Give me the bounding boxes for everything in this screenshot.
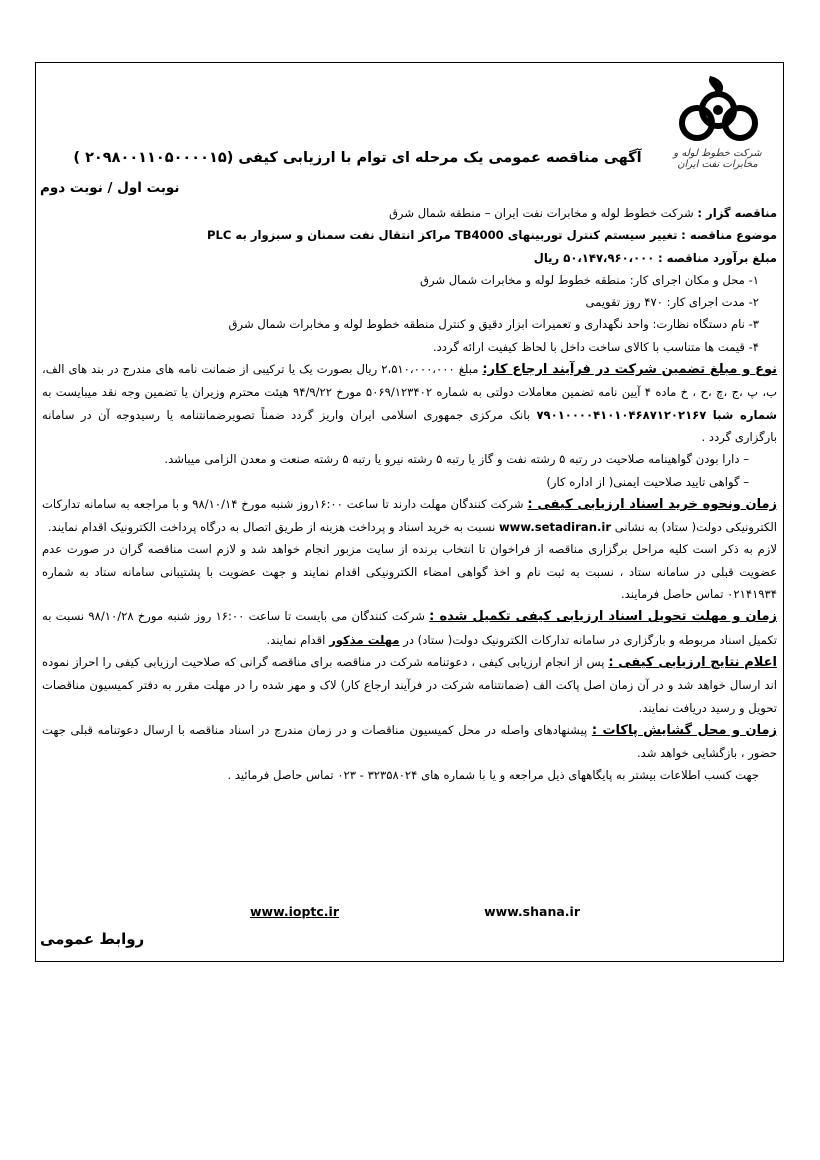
flame-logo-icon bbox=[660, 68, 775, 148]
setad-link[interactable]: www.setadiran.ir bbox=[498, 520, 612, 535]
item-1: ۱- محل و مکان اجرای کار: منطقه خطوط لوله و مخابرات شمال شرق bbox=[419, 272, 759, 287]
membership-note: لازم به ذکر است کلیه مراحل برگزاری مناقصه از فراخوان تا انتخاب برنده از سایت مزبور انجام خواهد شد و لازم است مناقصه گران در صورت عدم عضویت قبلی در سامانه ستاد ، نسبت به ثبت نام و اخذ گواهی امضاء الکترونیکی اقدام نمایند و جهت عضویت با پشتیبانی سامانه ستاد به شماره ۰۲۱۴۱۹۳۴ تماس حاصل فرمایند. bbox=[42, 542, 777, 602]
guarantee-paragraph: نوع و مبلغ تضمین شرکت در فرآیند ارجاع کار: مبلغ ۲،۵۱۰،۰۰۰،۰۰۰ ریال بصورت یک یا ترکیبی از ضمانت نامه های مندرج در بند های الف، ب، پ ،ج ،چ ،ح ، خ ماده ۴ آیین نامه تضمین معاملات دولتی به شماره ۵۰۶۹/۱۲۳۴۰۲ مورخ ۹۴/۹/۲۲ هیئت محترم وزیران یا تضمین وجه نقد میبایست به شماره شبا ۷۹۰۱۰۰۰۰۴۱۰۱۰۴۶۸۷۱۲۰۲۱۶۷ بانک مرکزی جمهوری اسلامی ایران واریز گردد ضمناً تصویرضمانتنامه یا رسیدوجه آن در سامانه بارگزاری گردد . bbox=[42, 362, 778, 444]
shana-link[interactable]: www.shana.ir bbox=[484, 904, 580, 919]
qualification-1: – دارا بودن گواهینامه صلاحیت در رتبه ۵ رشته نفت و گاز یا رتبه ۵ رشته نیرو یا رتبه ۵ رشته صنعت و معدن الزامی میباشد. bbox=[164, 452, 749, 467]
item-4: ۴- قیمت ها متناسب با کالای ساخت داخل با لحاظ کیفیت ارائه گردد. bbox=[432, 339, 759, 354]
item-3: ۳- نام دستگاه نظارت: واحد نگهداری و تعمیرات ابزار دقیق و کنترل منطقه خطوط لوله و مخابرات شمال شرق bbox=[228, 317, 759, 332]
ioptc-link[interactable]: www.ioptc.ir bbox=[250, 904, 339, 919]
logo-caption: شرکت خطوط لوله و مخابرات نفت ایران bbox=[673, 148, 762, 170]
estimate-line: مبلغ برآورد مناقصه : ۵۰،۱۴۷،۹۶۰،۰۰۰ ریال bbox=[533, 250, 777, 265]
notice-body bbox=[42, 202, 777, 787]
public-relations-signature: روابط عمومی bbox=[40, 930, 145, 948]
qualification-2: – گواهی تایید صلاحیت ایمنی( از اداره کار) bbox=[546, 474, 749, 489]
delivery-paragraph: زمان و مهلت تحویل اسناد ارزیابی کیفی تکمیل شده : شرکت کنندگان می بایست تا ساعت ۱۶:۰۰ روز شنبه مورخ ۹۸/۱۰/۲۸ نسبت به تکمیل اسناد مربوطه و بارگزاری در سامانه تدارکات الکترونیک دولت( ستاد) در مهلت مذکور اقدام نمایند. bbox=[42, 609, 778, 647]
tenderer-line: مناقصه گزار : شرکت خطوط لوله و مخابرات نفت ایران – منطقه شمال شرق bbox=[388, 206, 777, 220]
company-logo bbox=[660, 68, 775, 173]
contact-line: جهت کسب اطلاعات بیشتر به پایگاههای ذیل مراجعه و یا با شماره های ۳۲۳۵۸۰۲۴ - ۰۲۳ تماس حاصل فرمائید . bbox=[227, 768, 759, 783]
opening-paragraph: زمان و محل گشایش پاکات : پیشنهادهای واصله در محل کمیسیون مناقصات و در زمان مندرج در اسناد مناقصه با ارسال دعوتنامه قبلی جهت حضور ، بازگشایی خواهد شد. bbox=[42, 722, 778, 761]
notice-title: آگهی مناقصه عمومی یک مرحله ای توام با ارزیابی کیفی (۲۰۹۸۰۰۱۱۰۵۰۰۰۰۱۵ ) bbox=[73, 150, 642, 166]
results-paragraph: اعلام نتایج ارزیابی کیفی : پس از انجام ارزیابی کیفی ، دعوتنامه شرکت در مناقصه برای مناقصه گرانی که صلاحیت ارزیابی کیفی را احراز نموده اند ارسال خواهد شد و در آن زمان اصل پاکت الف (ضمانتنامه شرکت در فرآیند ارجاع کار) لاک و مهر شده را در مهلت مقرر به دفتر کمیسیون مناقصات تحویل و رسید دریافت نمایند. bbox=[42, 654, 777, 715]
round-label: نوبت اول / نوبت دوم bbox=[40, 180, 180, 196]
item-2: ۲- مدت اجرای کار: ۴۷۰ روز تقویمی bbox=[585, 295, 759, 310]
subject-line: موضوع مناقصه : تغییر سیستم کنترل توربینهای TB4000 مراکز انتقال نفت سمنان و سبزوار به PLC bbox=[206, 228, 777, 243]
website-links bbox=[250, 904, 580, 919]
purchase-paragraph: زمان ونحوه خرید اسناد ارزیابی کیفی : شرکت کنندگان مهلت دارند تا ساعت ۱۶:۰۰روز شنبه مورخ ۹۸/۱۰/۱۴ و با مراجعه به سامانه تدارکات الکترونیکی دولت( ستاد) به نشانی www.setadiran.ir نسبت به خرید اسناد و پرداخت هزینه از طریق اتصال به درگاه پرداخت الکترونیک اقدام نمایند. bbox=[42, 496, 778, 535]
